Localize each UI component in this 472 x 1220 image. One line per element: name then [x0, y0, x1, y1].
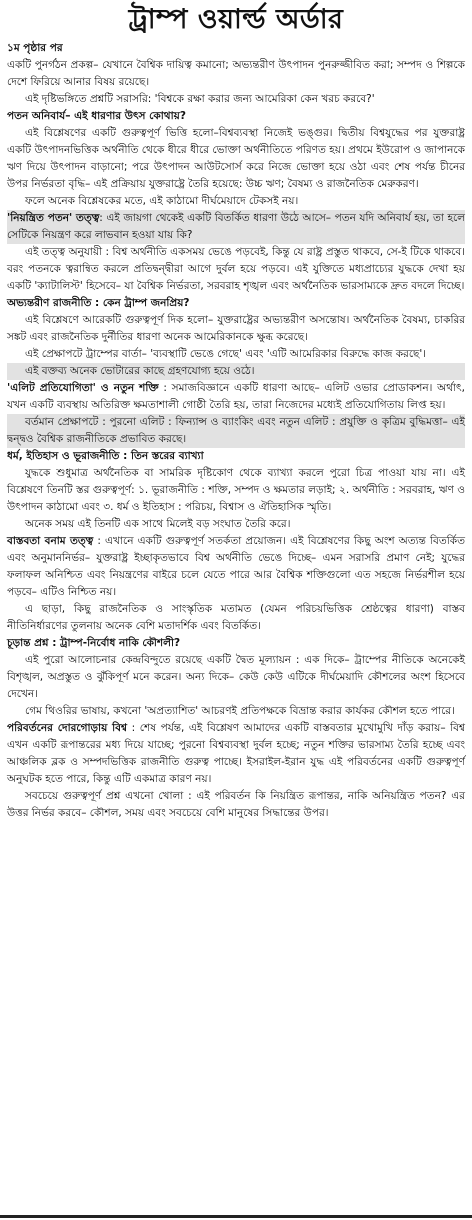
body-paragraph — [7, 516, 465, 533]
paragraph-lead: 'নিয়ন্ত্রিত পতন' তত্ত্ব — [7, 212, 100, 224]
paragraph-text: এ ছাড়া, কিছু রাজনৈতিক ও সাংস্কৃতিক মতামত (যেমন পরিচয়ভিত্তিক শ্রেষ্ঠত্বের ধারণা) বাস্তব নীতিনির্ধারণের তুলনায় অনেক বেশি মতাদর্শিক এবং বিতর্কিত। — [7, 603, 465, 632]
paragraph-text: সবচেয়ে গুরুত্বপূর্ণ প্রশ্ন এখনো খোলা : এই পরিবর্তন কি নিয়ন্ত্রিত রূপান্তর, নাকি অনিয়ন্ত্রিত পতন? এর উত্তর নির্ভর করবে– কৌশল, সময় এবং সবচেয়ে বেশি মানুষের সিদ্ধান্তের উপর। — [7, 790, 465, 819]
paragraph-lead: 'এলিট প্রতিযোগিতা' ও নতুন শক্তি — [7, 382, 159, 394]
article-section — [7, 295, 465, 448]
intro-paragraph: একটি পুনর্গঠন প্রকল্প– যেখানে বৈশ্বিক দায়িত্ব কমানো; অভ্যন্তরীণ উৎপাদন পুনরুজ্জীবিত করা; সম্পদ ও শিল্পকে দেশে ফিরিয়ে আনার বিষয় রয়েছে। — [7, 59, 465, 88]
paragraph-text: এই তত্ত্ব অনুযায়ী : বিশ্ব অর্থনীতি একসময় ভেঙে পড়বেই, কিন্তু যে রাষ্ট্র প্রস্তুত থাকবে, সে-ই টিকে থাকবে। বরং পতনকে ত্বরান্বিত করলে প্রতিদ্বন্দ্বীরা আগে দুর্বল হয়ে পড়বে। এই যুক্তিতে মধ্যপ্রাচ্যের যুদ্ধকে দেখা হয় একটি 'ক্যাটালিস্ট' হিসেবে– যা বৈশ্বিক নির্ভরতা, সরবরাহ শৃঙ্খল এবং অর্থনৈতিক ভারসাম্যকে দ্রুত বদলে দিচ্ছে। — [7, 246, 465, 292]
body-paragraph — [7, 380, 465, 414]
body-paragraph — [7, 125, 465, 193]
paragraph-lead: বাস্তবতা বনাম তত্ত্ব — [7, 535, 94, 547]
article-title: ট্রাম্প ওয়ার্ল্ড অর্ডার — [128, 4, 344, 35]
section-heading: চূড়ান্ত প্রশ্ন : ট্রাম্প-নির্বোধ নাকি কৌশলী? — [7, 637, 181, 649]
paragraph-text: : শেষ পর্যন্ত, এই বিশ্লেষণ আমাদের একটি বাস্তবতার মুখোমুখি দাঁড় করায়– বিশ্ব এখন একটি রূপান্তরের মধ্য দিয়ে যাচ্ছে; পুরনো বিশ্বব্যবস্থা দুর্বল হচ্ছে; নতুন শক্তির ভারসাম্য তৈরি হচ্ছে এবং আঞ্চলিক ব্লক ও সম্পদভিত্তিক রাজনীতি গুরুত্ব পাচ্ছে। ইসরাইল-ইরান যুদ্ধ এই পরিবর্তনের একটি গুরুত্বপূর্ণ অনুঘটক হতে পারে, কিন্তু এটি একমাত্র কারণ নয়। — [7, 722, 465, 785]
paragraph-text: যুদ্ধকে শুধুমাত্র অর্থনৈতিক বা সামরিক দৃষ্টিকোণ থেকে ব্যাখ্যা করলে পুরো চিত্র পাওয়া যায় না। এই বিশ্লেষণে তিনটি স্তর গুরুত্বপূর্ণ: ১. ভূরাজনীতি : শক্তি, সম্পদ ও ক্ষমতার লড়াই; ২. অর্থনীতি : সরবরাহ, ঋণ ও উৎপাদন কাঠামো এবং ৩. ধর্ম ও ইতিহাস : পরিচয়, বিশ্বাস ও ঐতিহাসিক স্মৃতি। — [7, 467, 465, 513]
paragraph-text: এই বক্তব্য অনেক ভোটারের কাছে গ্রহণযোগ্য হয়ে ওঠে। — [25, 365, 255, 377]
intro-block — [7, 57, 465, 108]
body-paragraph — [7, 465, 465, 516]
body-paragraph — [7, 363, 465, 380]
section-heading: পতন অনিবার্য– এই ধারণার উৎস কোথায়? — [7, 110, 186, 122]
intro-paragraph: এই দৃষ্টিভঙ্গিতে প্রশ্নটি সরাসরি: 'বিশ্বকে রক্ষা করার জন্য আমেরিকা কেন খরচ করবে?' — [25, 93, 375, 105]
paragraph-text: : সমাজবিজ্ঞানে একটি ধারণা আছে– এলিট ওভার প্রোডাকশন। অর্থাৎ, যখন একটি ব্যবস্থায় অতিরিক্ত ক্ষমতাশালী গোষ্ঠী তৈরি হয়, তারা নিজেদের মধ্যেই প্রতিযোগিতায় লিপ্ত হয়। — [7, 382, 465, 411]
article-section — [7, 448, 465, 635]
body-paragraph — [7, 533, 465, 601]
body-paragraph — [7, 720, 465, 788]
paragraph-text: : এখানে একটি গুরুত্বপূর্ণ সতর্কতা প্রয়োজন। এই বিশ্লেষণের কিছু অংশ অত্যন্ত বিতর্কিত এবং অনুমাননির্ভর– যুক্তরাষ্ট্র ইচ্ছাকৃতভাবে বিশ্ব অর্থনীতি ভেঙে দিচ্ছে– এমন সরাসরি প্রমাণ নেই; যুদ্ধের ফলাফল অনিশ্চিত এবং নিয়ন্ত্রণের বাইরে চলে যেতে পারে আর বৈশ্বিক শক্তিগুলো এত সহজে নির্ভরশীল হয়ে পড়বে– এটিও নিশ্চিত নয়। — [7, 535, 465, 598]
body-paragraph — [7, 788, 465, 822]
paragraph-text: বর্তমান প্রেক্ষাপটে : পুরনো এলিট : ফিন্যান্স ও ব্যাংকিং এবং নতুন এলিট : প্রযুক্তি ও কৃত্রিম বুদ্ধিমত্তা– এই দ্বন্দ্বও বৈশ্বিক রাজনীতিকে প্রভাবিত করছে। — [7, 416, 465, 445]
body-paragraph — [7, 346, 465, 363]
paragraph-lead: পরিবর্তনের দোরগোড়ায় বিশ্ব — [7, 722, 128, 734]
article-section — [7, 635, 465, 822]
body-paragraph — [7, 601, 465, 635]
paragraph-text: এই বিশ্লেষণের একটি গুরুত্বপূর্ণ ভিত্তি হলো–বিশ্বব্যবস্থা নিজেই ভঙ্গুর। দ্বিতীয় বিশ্বযুদ্ধের পর যুক্তরাষ্ট্র একটি উৎপাদনভিত্তিক অর্থনীতি থেকে ধীরে ধীরে ভোক্তা অর্থনীতিতে পরিণত হয়। প্রথমে ইউরোপ ও জাপানকে ঋণ দিয়ে উৎপাদন বাড়ানো; পরে উৎপাদন আউটসোর্স করে নিজে ভোক্তা হয়ে ওঠা এবং শেষ পর্যন্ত চীনের উপর নির্ভরতা বৃদ্ধি– এই প্রক্রিয়ায় যুক্তরাষ্ট্রে তৈরি হয়েছে: উচ্চ ঋণ; বৈষম্য ও রাজনৈতিক মেরুকরণ। — [7, 127, 465, 190]
body-paragraph — [7, 414, 465, 448]
section-heading: অভ্যন্তরীণ রাজনীতি : কেন ট্রাম্প জনপ্রিয়? — [7, 297, 190, 309]
paragraph-text: ফলে অনেক বিশ্লেষকের মতে, এই কাঠামো দীর্ঘমেয়াদে টেকসই নয়। — [25, 195, 299, 207]
body-paragraph — [7, 193, 465, 210]
paragraph-text: এই পুরো আলোচনার কেন্দ্রবিন্দুতে রয়েছে একটি দ্বৈত মূল্যায়ন : এক দিকে– ট্রাম্পের নীতিকে অনেকেই বিশৃঙ্খল, অপ্রস্তুত ও ঝুঁকিপূর্ণ মনে করেন। অন্য দিকে– কেউ কেউ এটিকে দীর্ঘমেয়াদি কৌশলের অংশ হিসেবে দেখেন। — [7, 654, 465, 700]
body-paragraph — [7, 652, 465, 703]
paragraph-text: এই প্রেক্ষাপটে ট্রাম্পের বার্তা– 'ব্যবস্থাটি ভেঙে গেছে' এবং 'এটি আমেরিকার বিরুদ্ধে কাজ করছে'। — [25, 348, 427, 360]
body-paragraph — [7, 312, 465, 346]
paragraph-text: গেম থিওরির ভাষায়, কখনো 'অপ্রত্যাশিত' আচরণই প্রতিপক্ষকে বিভ্রান্ত করার কার্যকর কৌশল হতে পারে। — [25, 705, 455, 717]
paragraph-text: অনেক সময় এই তিনটি এক সাথে মিলেই বড় সংঘাত তৈরি করে। — [25, 518, 291, 530]
paragraph-text: এই বিশ্লেষণে আরেকটি গুরুত্বপূর্ণ দিক হলো– যুক্তরাষ্ট্রের অভ্যন্তরীণ অসন্তোষ। অর্থনৈতিক বৈষম্য, চাকরির সঙ্কট এবং রাজনৈতিক দুর্নীতির ধারণা অনেক আমেরিকানকে ক্ষুব্ধ করেছে। — [7, 314, 465, 343]
article-section — [7, 108, 465, 295]
body-paragraph — [7, 210, 465, 244]
paragraph-text: : এই জায়গা থেকেই একটি বিতর্কিত ধারণা উঠে আসে– পতন যদি অনিবার্য হয়, তা হলে সেটিকে নিয়ন্ত্রণ করে লাভবান হওয়া যায় কি? — [7, 212, 465, 241]
body-paragraph — [7, 244, 465, 295]
article-body — [7, 108, 465, 822]
body-paragraph — [7, 703, 465, 720]
bottom-rule — [0, 1215, 472, 1218]
continued-label: ১ম পৃষ্ঠার পর — [7, 42, 63, 54]
section-heading: ধর্ম, ইতিহাস ও ভূরাজনীতি : তিন স্তরের ব্যাখ্যা — [7, 450, 204, 462]
